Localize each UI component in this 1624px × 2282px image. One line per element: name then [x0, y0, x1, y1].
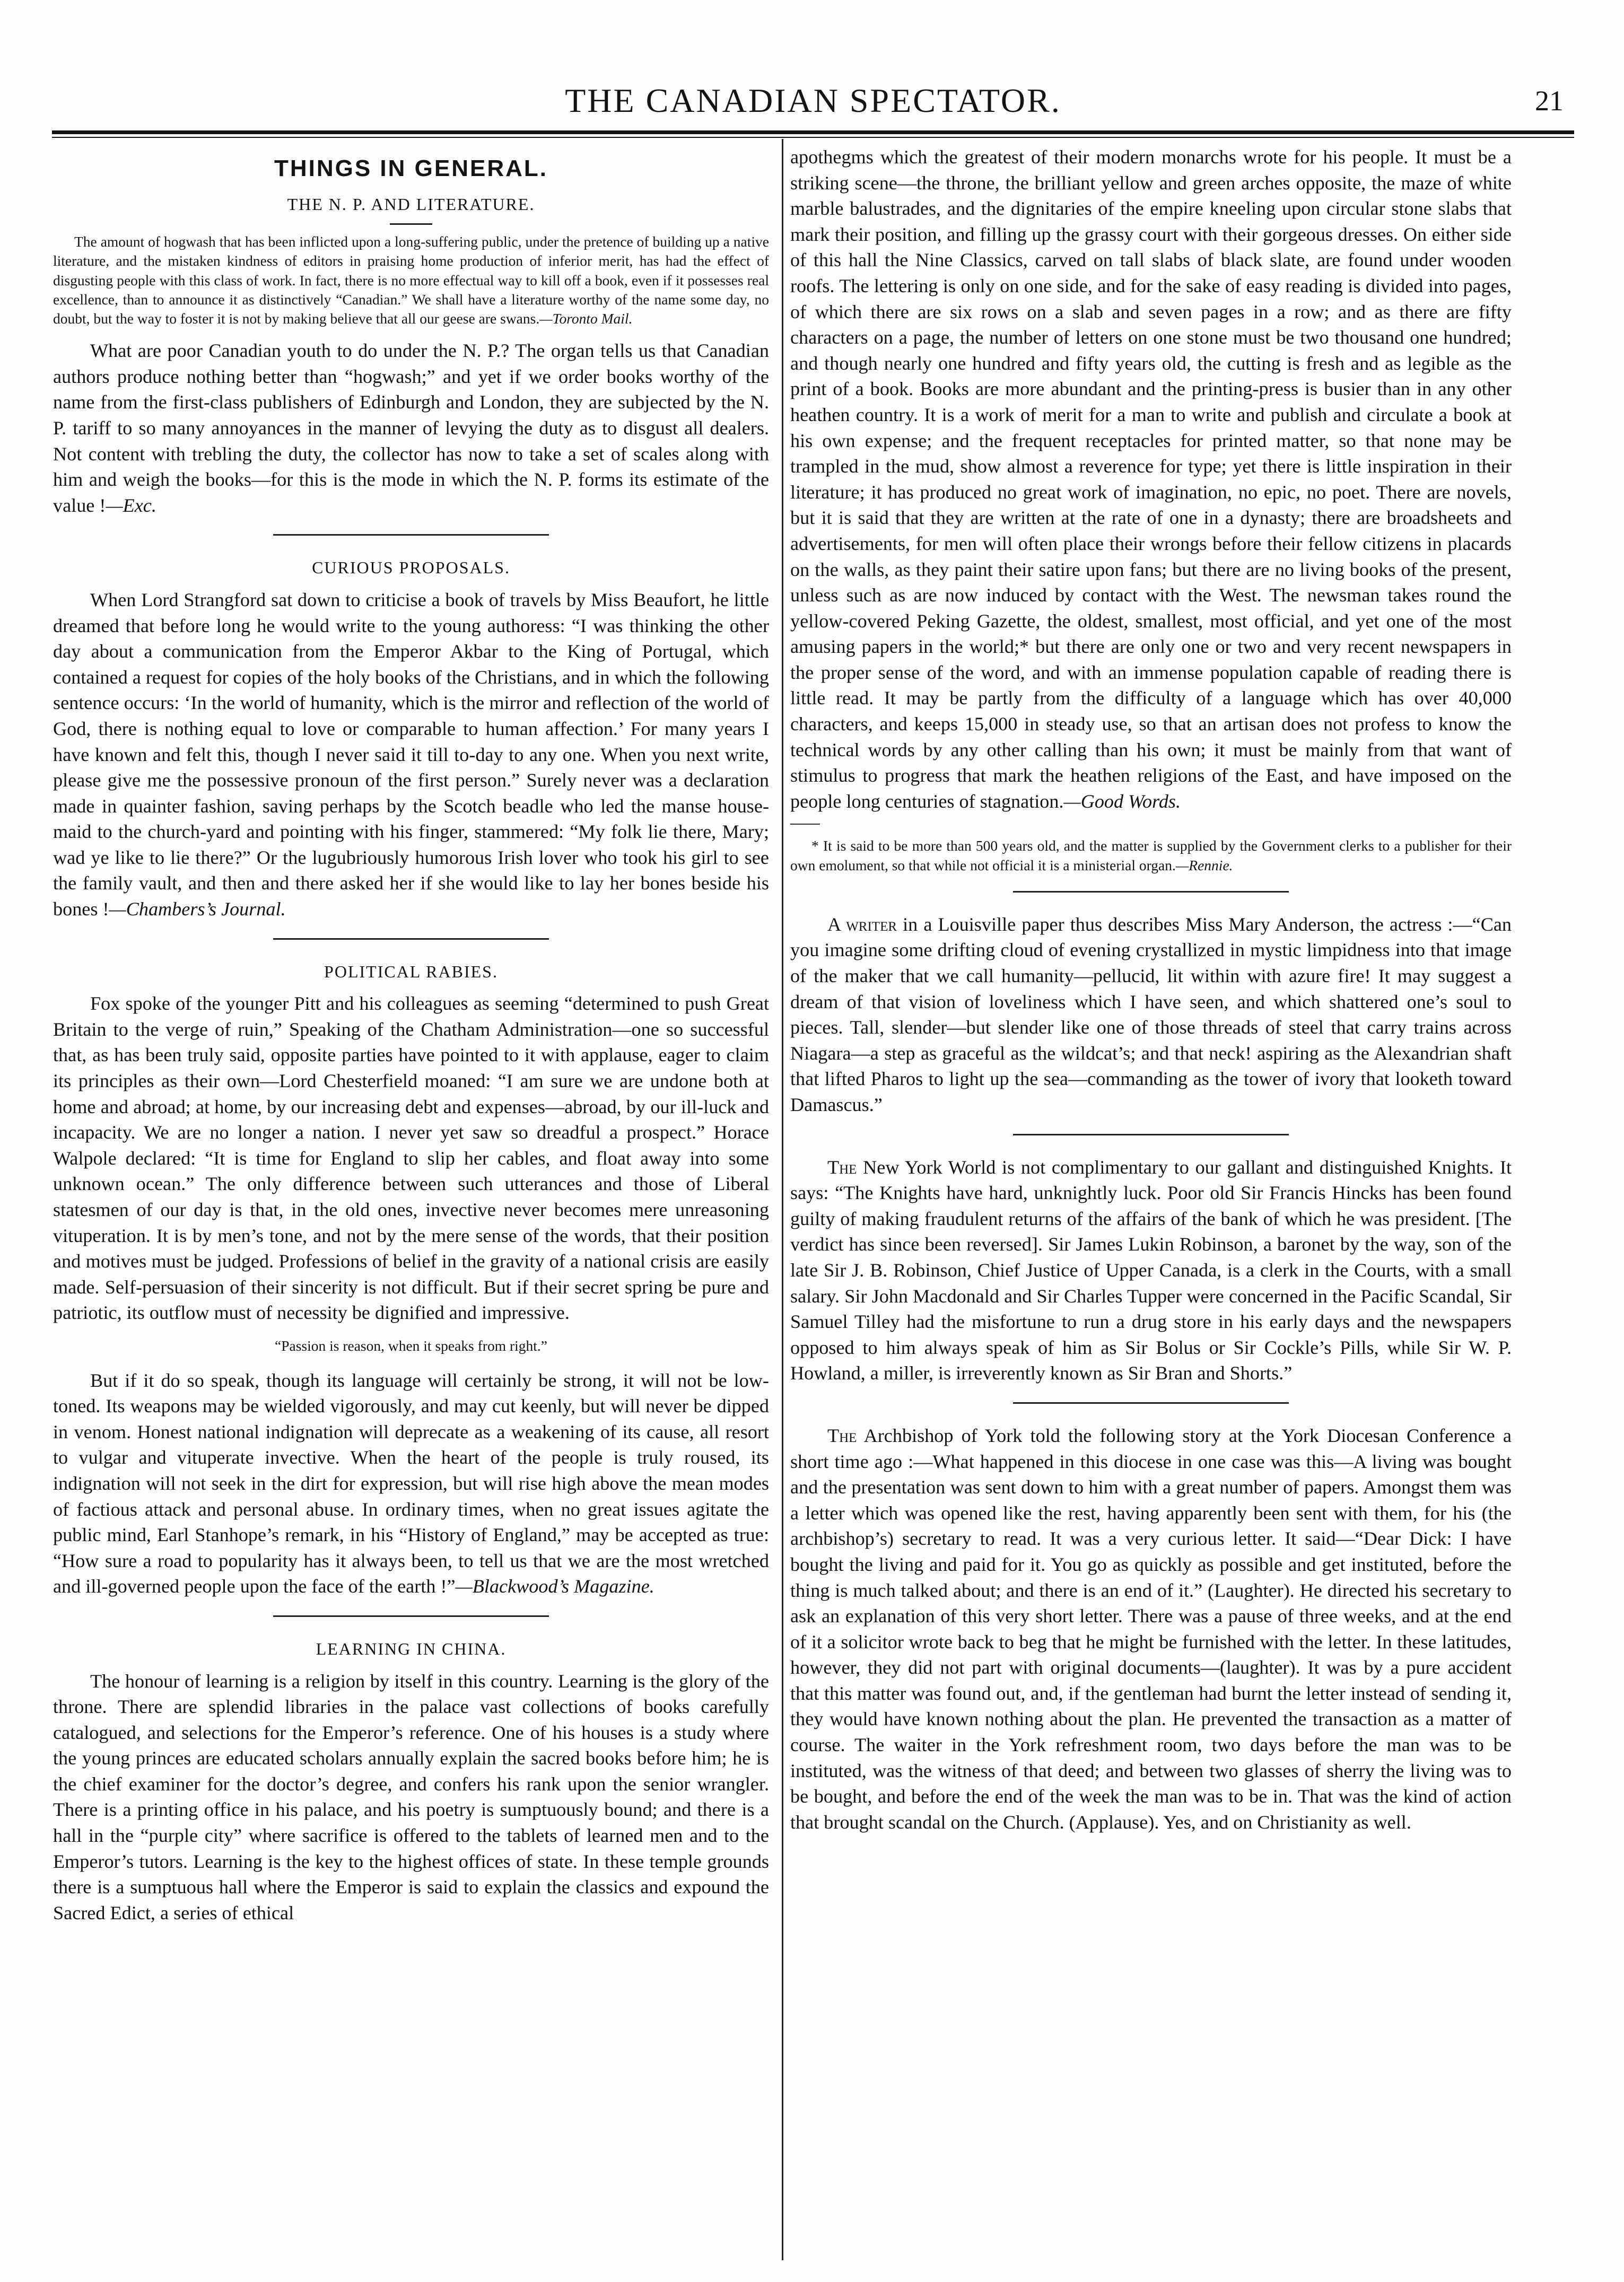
page-number: 21: [1535, 85, 1564, 117]
anderson-lead: A writer: [827, 913, 897, 935]
right-column: [790, 144, 1512, 2260]
section-divider: [273, 1615, 549, 1617]
np-quote-source: —Toronto Mail.: [539, 310, 633, 327]
archbishop-lead: The: [827, 1424, 857, 1446]
section-divider: [273, 938, 549, 940]
anderson-paragraph: A writer in a Louisville paper thus describes Miss Mary Anderson, the actress :—“Can you imagine some drifting cloud of evening crystallized in mystic limpidness into that image of the maker that we call humanity—pellucid, lit within with azure fire! It may suggest a dream of that vision of loveliness which I have seen, and which shattered one’s soul to pieces. Tall, slender—but slender like one of those threads of steel that carry trains across Niagara—a step as graceful as the wildcat’s; and that neck! aspiring as the Alexandrian shaft that lifted Pharos to light up the sea—commanding as the tower of ivory that looketh toward Damascus.”: [790, 913, 1512, 1115]
rabies-epigraph: “Passion is reason, when it speaks from right.”: [274, 1337, 547, 1354]
left-column: [53, 144, 769, 2260]
section-divider: [273, 534, 549, 536]
china-source: —Good Words.: [1063, 790, 1181, 812]
archbishop-paragraph: The Archbishop of York told the following story at the York Diocesan Conference a short time ago :—What happened in this diocese in one case was this—A living was bought and the presentation was sent down to him with a great number of papers. Amongst them was a letter which was opened like the rest, having apparently been sent with them, for his (the archbishop’s) secretary to read. It was a very curious letter. It said—“Dear Dick: I have bought the living and paid for it. You go as quickly as possible and get instituted, before the thing is much talked about; and there is an end of it.” (Laughter). He directed his secretary to ask an explanation of this very short letter. There was a pause of three weeks, and at the end of it a solicitor wrote back to beg that he might be furnished with the letter. In these latitudes, however, they did not part with original documents—(laughter). It was by a pure accident that this matter was found out, and, if the gentleman had burnt the letter instead of sending it, they would have known nothing about the plan. He prevented the transaction as a matter of course. The waiter in the York refreshment room, two days before the man was to be instituted, was the witness of that deed; and between two glasses of sherry the living was to be bought, and before the end of the week the man was to be in. That was the kind of action that brought scandal on the Church. (Applause). Yes, and on Christianity as well.: [790, 1424, 1512, 1833]
np-body-paragraph: What are poor Canadian youth to do under the N. P.? The organ tells us that Canadian authors produce nothing better than “hogwash;” and yet if we order books worthy of the name from the first-class publishers of Edinburgh and London, they are subjected by the N. P. tariff to so many annoyances in the manner of levying the duty as to disgust all dealers. Not content with trebling the duty, the collector has now to take a set of scales along with him and weigh the books—for this is the mode in which the N. P. forms its estimate of the value !—Exc.: [53, 340, 769, 516]
china-body-paragraph-left: The honour of learning is a religion by itself in this country. Learning is the glory of the throne. There are splendid libraries in the palace vast collections of books carefully catalogued, and selections for the Emperor’s reference. One of his houses is a study where the young princes are educated scholars annually explain the sacred books before him; he is the chief examiner for the doctor’s degree, and confers his rank upon the senior wrangler. There is a printing office in his palace, and his poetry is sumptuously bound; and there is a hall in the “purple city” where sacrifice is offered to the tablets of learned men and to the Emperor’s tutors. Learning is the key to the highest offices of state. In these temple grounds there is a sumptuous hall where the Emperor is said to explain the classics and expound the Sacred Edict, a series of ethical: [53, 1670, 769, 1923]
section-divider: [1013, 1134, 1289, 1135]
heading-underline: [390, 223, 432, 225]
article-heading-curious-proposals: CURIOUS PROPOSALS.: [312, 558, 510, 578]
curious-source: —Chambers’s Journal.: [109, 898, 286, 920]
header-rule-thick: [52, 130, 1574, 134]
curious-body-paragraph: When Lord Strangford sat down to criticise a book of travels by Miss Beaufort, he little dreamed that before long he would write to the young authoress: “I was thinking the other day about a communication from the Emperor Akbar to the King of Portugal, which contained a request for copies of the holy books of the Christians, and in which the following sentence occurs: ‘In the world of humanity, which is the mirror and reflection of the world of God, there is nothing equal to love or comparable to human affection.’ For many years I have known and felt this, though I never said it till to-day to any one. When you next write, please give me the possessive pronoun of the first person.” Surely never was a declaration made in quainter fashion, saving perhaps by the Scotch beadle who led the manse house-maid to the church-yard and pointing with his finger, stammered: “My folk lie there, Mary; wad ye like to lie there?” Or the lugubriously humorous Irish lover who took his girl to see the family vault, and then and there asked her if she would like to lay her bones beside his bones !—Chambers’s Journal.: [53, 589, 769, 920]
section-divider: [1013, 891, 1289, 893]
section-divider: [1013, 1402, 1289, 1404]
rabies-source: —Blackwood’s Magazine.: [455, 1576, 654, 1597]
column-divider: [782, 139, 783, 2260]
footnote-rule: [790, 824, 820, 825]
knights-lead: The: [827, 1156, 857, 1178]
newspaper-title: THE CANADIAN SPECTATOR.: [565, 82, 1061, 119]
np-source: —Exc.: [106, 494, 156, 516]
article-heading-np-literature: THE N. P. AND LITERATURE.: [287, 194, 535, 214]
china-footnote: * It is said to be more than 500 years old, and the matter is supplied by the Government clerks to a publisher for their own emolument, so that while not official it is a ministerial organ.—Rennie.: [790, 837, 1512, 873]
article-heading-learning-in-china: LEARNING IN CHINA.: [316, 1639, 507, 1658]
section-title: THINGS IN GENERAL.: [274, 155, 548, 181]
rabies-body-paragraph-2: But if it do so speak, though its language will certainly be strong, it will not be low-toned. Its weapons may be wielded vigorously, and may cut keenly, but will never be dipped in venom. Honest national indignation will deprecate as a weakening of its cause, all resort to vulgar and vituperate invective. When the heart of the people is truly roused, its indignation will not seek in the dirt for expression, but will rise high above the mean modes of factious attack and personal abuse. In ordinary times, when no great issues agitate the public mind, Earl Stanhope’s remark, in his “History of England,” may be accepted as true: “How sure a road to popularity has it always been, to tell us that we are the most wretched and ill-governed people upon the face of the earth !”—Blackwood’s Magazine.: [53, 1369, 769, 1597]
knights-paragraph: The New York World is not complimentary to our gallant and distinguished Knights. It says: “The Knights have hard, unknightly luck. Poor old Sir Francis Hincks has been found guilty of making fraudulent returns of the affairs of the bank of which he was president. [The verdict has since been reversed]. Sir James Lukin Robinson, a baronet by the way, son of the late Sir J. B. Robinson, Chief Justice of Upper Canada, is a clerk in the Courts, with a small salary. Sir John Macdonald and Sir Charles Tupper were concerned in the Pacific Scandal, Sir Samuel Tilley had the misfortune to run a drug store in his early days and the newspapers opposed to him always speak of him as Sir Bolus or Sir Cockle’s Pills, while Sir W. P. Howland, a miller, is irreverently known as Sir Bran and Shorts.”: [790, 1156, 1512, 1384]
np-quoted-paragraph: The amount of hogwash that has been inflicted upon a long-suffering public, under the pretence of building up a native literature, and the mistaken kindness of editors in praising home production of inferior merit, has had the effect of disgusting people with this class of work. In fact, there is no more effectual way to kill off a book, even if it possesses real excellence, than to announce it as distinctively “Canadian.” We shall have a literature worthy of the name some day, no doubt, but the way to foster it is not by making believe that all our geese are swans.—Toronto Mail.: [53, 233, 769, 327]
article-heading-political-rabies: POLITICAL RABIES.: [324, 961, 498, 981]
header-rule-thin: [52, 137, 1574, 138]
china-body-paragraph-right: apothegms which the greatest of their modern monarchs wrote for his people. It must be a striking scene—the throne, the brilliant yellow and green arches opposite, the maze of white marble balustrades, and the dignitaries of the empire kneeling upon circular stone slabs that mark their position, and filling up the grassy court with their gorgeous dresses. On either side of this hall the Nine Classics, carved on tall slabs of black slate, are found under wooden roofs. The lettering is only on one side, and for the sake of easy reading is divided into pages, of which there are six rows on a slab and seven pages in a row; and as there are fifty characters on a page, the number of letters on one stone must be two thousand one hundred; and though nearly one hundred and fifty years old, the cutting is fresh and as legible as the print of a book. Books are more abundant and the printing-press is busier than in any other heathen country. It is a work of merit for a man to write and publish and circulate a book at his own expense; and the frequent receptacles for printed matter, so that none may be trampled in the mud, show almost a reverence for type; yet there is little inspiration in their literature; it has produced no great work of imagination, no epic, no poet. There are novels, but it is said that they are written at the rate of one in a dynasty; there are broadsheets and advertisements, for men will often place their wrongs before their fellow citizens in placards on the walls, as they paint their satire upon fans; but there are no living books of the present, unless such as are now induced by contact with the West. The newsman takes round the yellow-covered Peking Gazette, the oldest, smallest, most official, and yet one of the most amusing papers in the world;* but there are only one or two and very recent newspapers in the proper sense of the word, and with an immense population capable of reading there is little read. It may be partly from the difficulty of a language which has over 40,000 characters, and keeps 15,000 in steady use, so that an artisan does not profess to know the technical words by any other calling than his own; it must be mainly from that want of stimulus to progress that mark the heathen religions of the East, and have imposed on the people long centuries of stagnation.—Good Words.: [790, 146, 1512, 812]
masthead: [52, 80, 1574, 122]
rabies-body-paragraph-1: Fox spoke of the younger Pitt and his colleagues as seeming “determined to push Great Britain to the verge of ruin,” Speaking of the Chatham Administration—one so successful that, as has been truly said, opposite parties have pointed to it with applause, eager to claim its principles as their own—Lord Chesterfield moaned: “I am sure we are undone both at home and abroad; at home, by our increasing debt and expenses—abroad, by our ill-luck and incapacity. We are no longer a nation. I never yet saw so dreadful a prospect.” Horace Walpole declared: “It is time for England to slip her cables, and float away into some unknown ocean.” The only difference between such utterances and those of Liberal statesmen of our day is that, in the old ones, invective never becomes mere unreasoning vituperation. It is by men’s tone, and not by the mere sense of the words, that their position and motives must be judged. Professions of belief in the gravity of a national crisis are easily made. Self-persuasion of their sincerity is not difficult. But if their secret spring be pure and patriotic, its outflow must of necessity be dignified and impressive.: [53, 993, 769, 1324]
footnote-source: —Rennie.: [1175, 856, 1233, 873]
